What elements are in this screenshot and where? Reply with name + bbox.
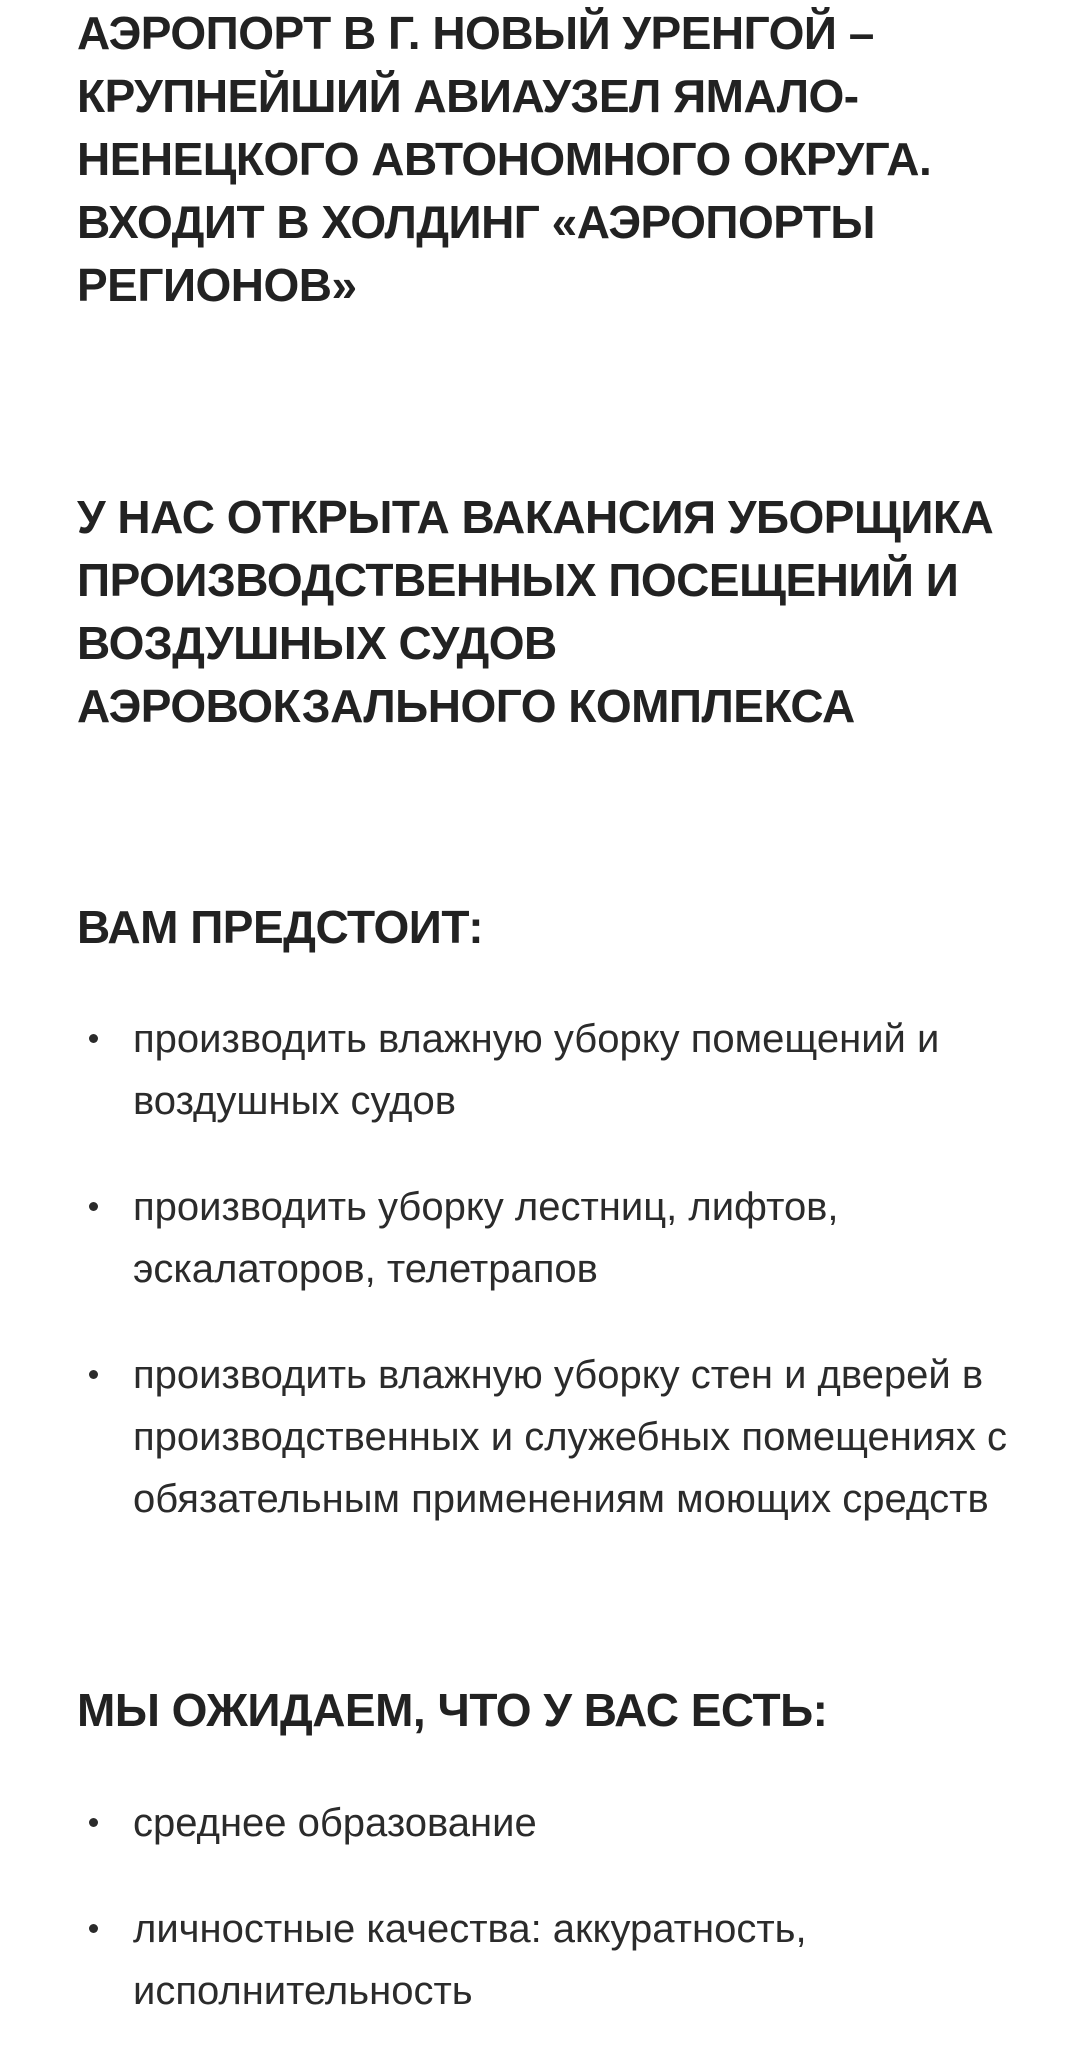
- list-item-text: производить влажную уборку помещений и воздушных судов: [133, 1017, 940, 1123]
- tasks-heading: ВАМ ПРЕДСТОИТ:: [77, 901, 484, 953]
- vacancy-heading: У НАС ОТКРЫТА ВАКАНСИЯ УБОРЩИКА ПРОИЗВОДСТВЕННЫХ ПОСЕЩЕНИЙ И ВОЗДУШНЫХ СУДОВ АЭРОВОКЗАЛЬНОГО КОМПЛЕКСА: [77, 491, 994, 732]
- list-item-text: среднее образование: [133, 1801, 537, 1845]
- bullet-icon: [89, 1818, 98, 1827]
- tasks-list: [77, 1008, 1037, 1574]
- list-item-text: производить влажную уборку стен и дверей в производственных и служебных помещениях с обязательным применениям моющих средств: [133, 1353, 1007, 1521]
- list-item: [77, 1344, 1037, 1530]
- requirements-list: [77, 1792, 1037, 2066]
- list-item-text: производить уборку лестниц, лифтов, эскалаторов, телетрапов: [133, 1185, 839, 1291]
- requirements-heading: МЫ ОЖИДАЕМ, ЧТО У ВАС ЕСТЬ:: [77, 1684, 828, 1736]
- intro-heading: АЭРОПОРТ В Г. НОВЫЙ УРЕНГОЙ – КРУПНЕЙШИЙ АВИАУЗЕЛ ЯМАЛО-НЕНЕЦКОГО АВТОНОМНОГО ОКРУГА. ВХОДИТ В ХОЛДИНГ «АЭРОПОРТЫ РЕГИОНОВ»: [77, 7, 932, 311]
- bullet-icon: [89, 1924, 98, 1933]
- list-item: [77, 1008, 1037, 1132]
- bullet-icon: [89, 1202, 98, 1211]
- bullet-icon: [89, 1034, 98, 1043]
- bullet-icon: [89, 1370, 98, 1379]
- list-item: [77, 1898, 1037, 2022]
- list-item-text: личностные качества: аккуратность, исполнительность: [133, 1907, 807, 2013]
- list-item: [77, 1176, 1037, 1300]
- list-item: [77, 1792, 1037, 1854]
